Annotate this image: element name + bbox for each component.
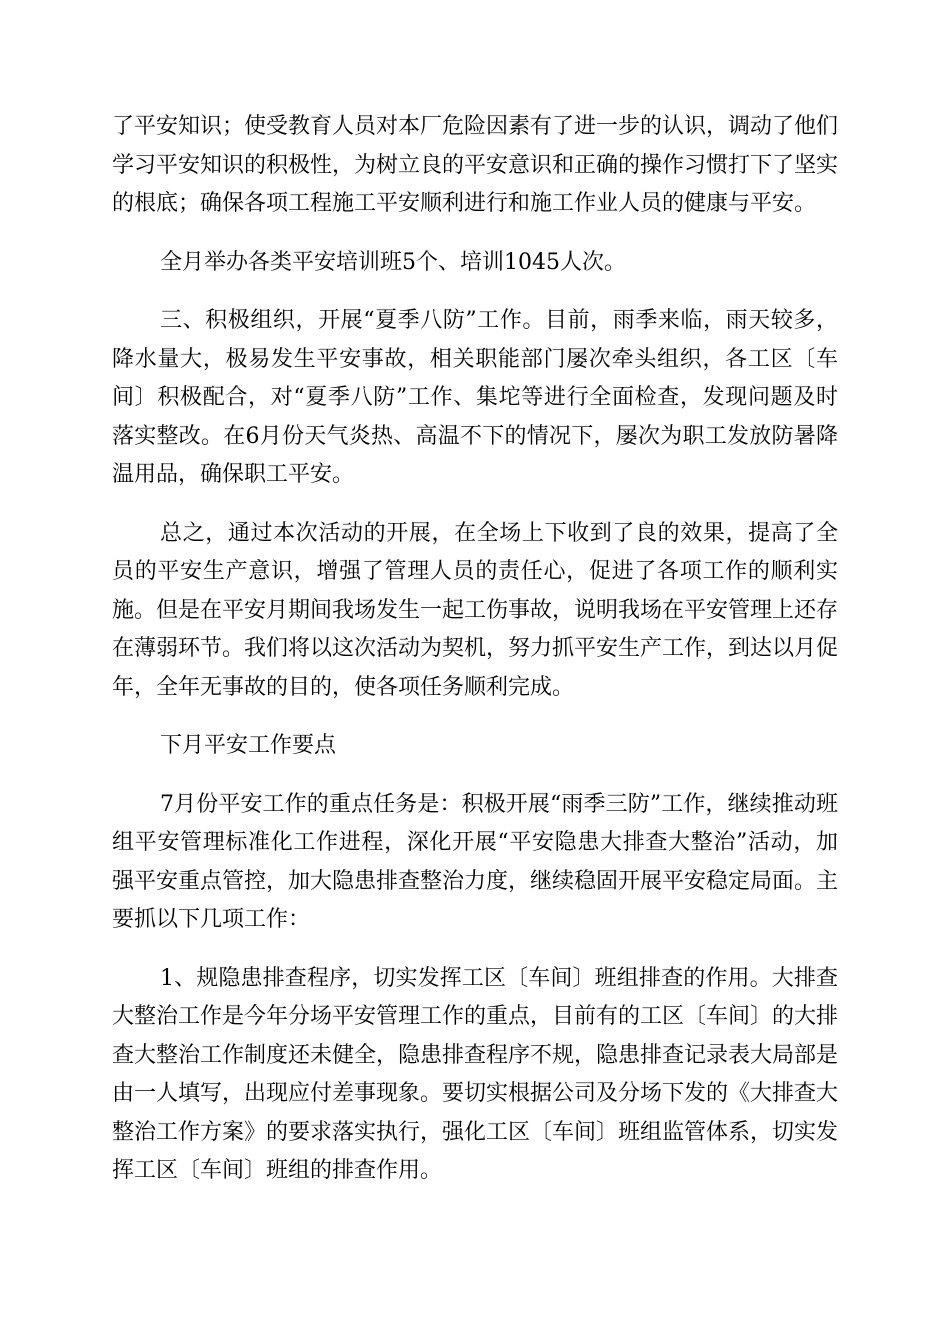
paragraph-july-tasks: 7月份平安工作的重点任务是：积极开展“雨季三防”工作，继续推动班组平安管理标准化工作进程，深化开展“平安隐患大排查大整治”活动，加强平安重点管控，加大隐患排查整治力度，继续稳固开展平安稳定局面。主要抓以下几项工作： <box>112 791 839 932</box>
section-heading-next-month: 下月平安工作要点 <box>160 733 337 758</box>
paragraph-continuation: 了平安知识；使受教育人员对本厂危险因素有了进一步的认识，调动了他们学习平安知识的积极性，为树立良的平安意识和正确的操作习惯打下了坚实的根底；确保各项工程施工平安顺利进行和施工作业人员的健康与平安。 <box>112 114 839 216</box>
paragraph-training-summary: 全月举办各类平安培训班5个、培训1045人次。 <box>160 249 626 275</box>
paragraph-summer-prevention: 三、积极组织，开展“夏季八防”工作。目前，雨季来临，雨天较多，降水量大，极易发生平安事故，相关职能部门屡次牵头组织，各工区〔车间〕积极配合，对“夏季八防”工作、集坨等进行全面检查，发现问题及时落实整改。在6月份天气炎热、高温不下的情况下，屡次为职工发放防暑降温用品，确保职工平安。 <box>112 308 838 487</box>
paragraph-conclusion: 总之，通过本次活动的开展，在全场上下收到了良的效果，提高了全员的平安生产意识，增强了管理人员的责任心，促进了各项工作的顺利实施。但是在平安月期间我场发生一起工伤事故，说明我场在平安管理上还存在薄弱环节。我们将以这次活动为契机，努力抓平安生产工作，到达以月促年，全年无事故的目的，使各项任务顺利完成。 <box>112 520 839 700</box>
document-body <box>112 108 838 1211</box>
paragraph-item-1: 1、规隐患排查程序，切实发挥工区〔车间〕班组排查的作用。大排查大整治工作是今年分场平安管理工作的重点，目前有的工区〔车间〕的大排查大整治工作制度还未健全，隐患排查程序不规，隐患排查记录表大局部是由一人填写，出现应付差事现象。要切实根据公司及分场下发的《大排查大整治工作方案》的要求落实执行，强化工区〔车间〕班组监管体系，切实发挥工区〔车间〕班组的排查作用。 <box>112 965 839 1183</box>
